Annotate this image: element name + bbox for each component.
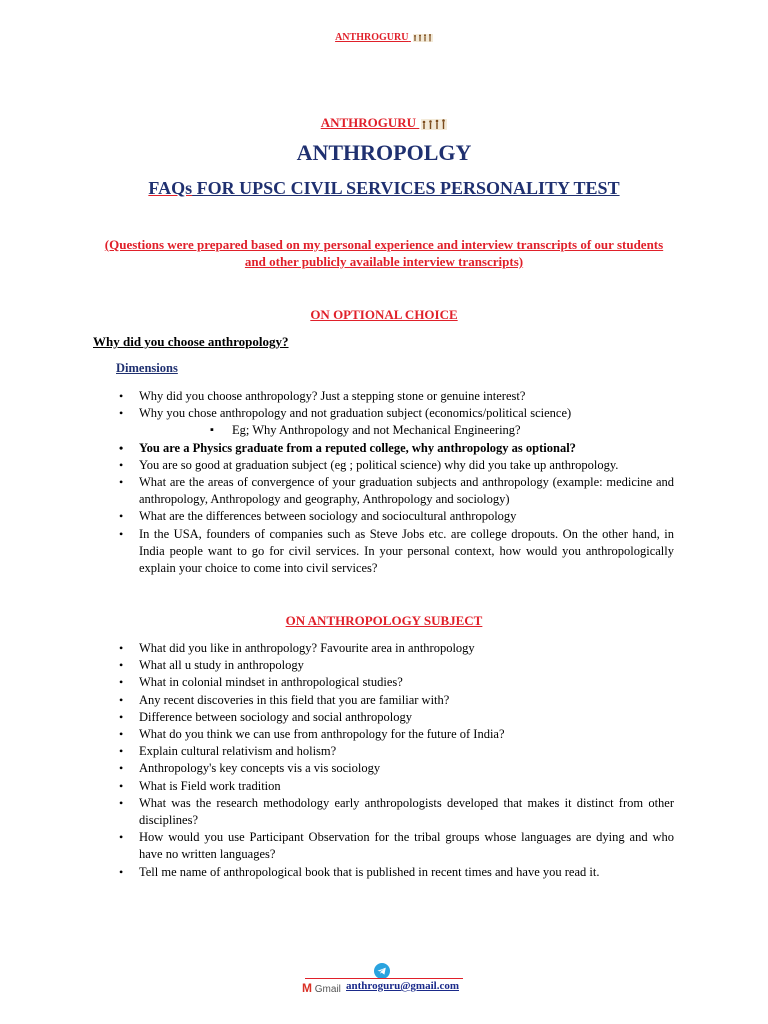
document-brand: ANTHROGURU (0, 115, 768, 131)
footer-divider (305, 978, 463, 979)
human-evolution-icon (413, 34, 433, 42)
list-item: • Any recent discoveries in this field that you are familiar with? (116, 692, 674, 709)
list-item: • Anthropology's key concepts vis a vis sociology (116, 760, 674, 777)
main-question: Why did you choose anthropology? (93, 334, 289, 349)
list-item: • Why did you choose anthropology? Just a stepping stone or genuine interest? (116, 388, 674, 405)
page-title: ANTHROPOLGY (296, 140, 472, 165)
list-item: • What did you like in anthropology? Favourite area in anthropology (116, 640, 674, 657)
list-item: • What do you think we can use from anthropology for the future of India? (116, 726, 674, 743)
dimensions-label: Dimensions (116, 361, 178, 375)
list-item: • Difference between sociology and social anthropology (116, 709, 674, 726)
source-note: (Questions were prepared based on my personal experience and interview transcripts of our students and other publicly available interview transcripts) (104, 237, 664, 269)
section-heading-anthropology-subject: ON ANTHROPOLOGY SUBJECT (285, 613, 483, 628)
telegram-icon[interactable] (374, 963, 390, 979)
gmail-icon: M (302, 981, 312, 995)
list-item: • Explain cultural relativism and holism? (116, 743, 674, 760)
gmail-logo (302, 981, 341, 995)
header-brand: ANTHROGURU (0, 32, 768, 43)
human-evolution-icon (421, 119, 447, 130)
list-item: • You are so good at graduation subject (eg ; political science) why did you take up anthropology. (116, 457, 674, 474)
list-subitem: ▪ Eg; Why Anthropology and not Mechanical Engineering? (116, 422, 674, 439)
list-item: • What was the research methodology early anthropologists developed that makes it distinct from other disciplines? (116, 795, 674, 829)
list-item: • What all u study in anthropology (116, 657, 674, 674)
list-item: • What are the areas of convergence of your graduation subjects and anthropology (example: medicine and anthropology, Anthropology and geography, Anthropology and sociology) (116, 474, 674, 508)
subtitle-rest: FOR UPSC CIVIL SERVICES PERSONALITY TEST (192, 178, 620, 198)
page-subtitle (0, 178, 768, 199)
list-item: • Tell me name of anthropological book that is published in recent times and have you read it. (116, 864, 674, 881)
list-item: • Why you chose anthropology and not graduation subject (economics/political science) (116, 405, 674, 422)
optional-choice-list (116, 388, 674, 577)
list-item: • What in colonial mindset in anthropological studies? (116, 674, 674, 691)
list-item: • What are the differences between sociology and sociocultural anthropology (116, 508, 674, 525)
list-item: • In the USA, founders of companies such as Steve Jobs etc. are college dropouts. On the other hand, in India people want to go for civil services. In your personal context, how would you anthropologically explain your choice to come into civil services? (116, 526, 674, 578)
email-link[interactable]: anthroguru@gmail.com (346, 980, 460, 992)
list-item: • What is Field work tradition (116, 778, 674, 795)
gmail-label: Gmail (314, 984, 341, 995)
section-heading-optional-choice: ON OPTIONAL CHOICE (310, 307, 458, 322)
list-item: • How would you use Participant Observation for the tribal groups whose languages are dying and who have no written languages? (116, 829, 674, 863)
subtitle-faqs: FAQs (148, 178, 193, 198)
list-item: • You are a Physics graduate from a reputed college, why anthropology as optional? (116, 440, 674, 457)
anthropology-subject-list (116, 640, 674, 881)
